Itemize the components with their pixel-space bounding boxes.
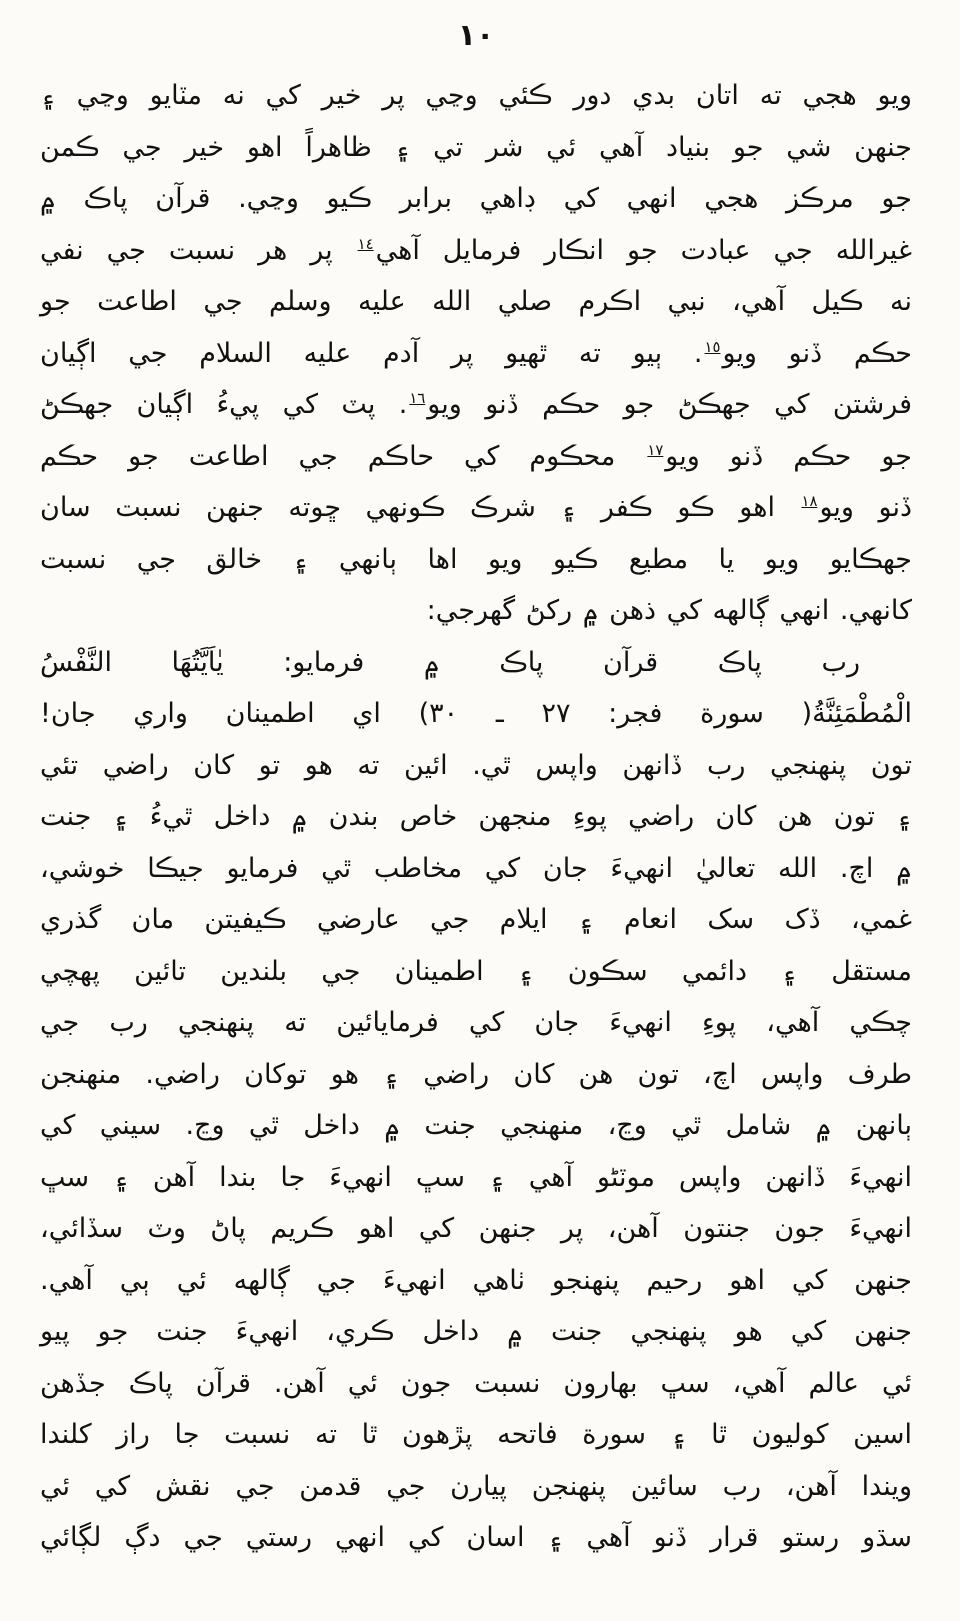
text-line: چڪي آهي، پوءِ انهيءَ جان کي فرمايائين ته پنهنجي رب جي [40,1007,912,1038]
text-line: جنهن کي اهو رحيم پنهنجو ٺاهي انهيءَ جي ڳالهه ئي ٻي آهي. [40,1264,912,1296]
text-line: انهيءَ جون جنتون آهن، پر جنهن کي اهو ڪريم پاڻ وٽ سڏائي، [40,1213,912,1244]
text-line: طرف واپس اچ، تون هن کان راضي ۽ هو توکان راضي. منهنجن [40,1058,912,1090]
footnote-marker: ١٥ [704,337,721,356]
body-text-block [40,70,912,1564]
text-line: جو مرڪز هجي انهي کي ڊاهي برابر ڪيو وڃي. قرآن پاڪ ۾ [40,183,912,214]
text-line: جنهن شي جو بنياد آهي ئي شر تي ۽ ظاهراً اهو خير جي ڪمن [40,131,912,163]
text-line: غمي، ڏک سک انعام ۽ ايلام جي عارضي ڪيفيتن مان گذري [40,904,912,935]
text-line: جنهن کي هو پنهنجي جنت ۾ داخل ڪري، انهيءَ جنت جو پيو [40,1316,912,1347]
text-line: ئي عالم آهي، سڀ بهارون نسبت جون ئي آهن. قرآن پاڪ جڏهن [40,1367,912,1399]
text-line: فرشتن کي جهڪڻ جو حڪم ڏنو ويو$^{١٦}$. پٽ کي پيءُ اڳيان جهڪڻ [40,389,912,420]
footnote-marker: ١٤ [357,234,374,253]
text-line: ٻانهن ۾ شامل ٿي وڃ، منهنجي جنت ۾ داخل ٿي وڃ. سيني کي [40,1110,912,1141]
text-line: الْمُطْمَئِنَّةُ( سورة فجر: ٢٧ ـ ٣٠) اي اطمينان واري جان! [40,698,912,729]
footnote-marker: ١٧ [647,440,664,459]
text-line: رب پاڪ قرآن پاڪ ۾ فرمايو: يٰاَيَّتُهَا النَّفْسُ [40,646,860,678]
text-line: جو حڪم ڏنو ويو$^{١٧}$ محڪوم کي حاڪم جي اطاعت جو حڪم [40,440,912,472]
text-line: کانهي. انهي ڳالهه کي ذهن ۾ رکڻ گهرجي: [426,595,912,626]
text-line: نه ڪيل آهي، نبي اڪرم صلي الله عليه وسلم جي اطاعت جو [40,286,912,317]
text-line: حڪم ڏنو ويو$^{١٥}$. ٻيو ته ٿهيو پر آدم عليه السلام جي اڳيان [40,337,912,369]
page-number: ١٠ [457,18,495,53]
footnote-marker: ١٦ [409,389,426,407]
text-line: ۽ تون هن کان راضي پوءِ منجهن خاص بندن ۾ داخل ٿيءُ ۽ جنت [40,801,912,832]
text-line: تون پنهنجي رب ڏانهن واپس ٿي. ائين ته هو تو کان راضي تئي [40,749,912,781]
text-line: اسين کوليون ٿا ۽ سورة فاتحه پڙهون ٿا ته نسبت جا راز کلندا [40,1419,912,1450]
text-line: غيرالله جي عبادت جو انڪار فرمايل آهي$^{١٤}$ پر هر نسبت جي نفي [40,234,912,266]
footnote-marker: ١٨ [801,492,818,510]
text-line: ڏنو ويو$^{١٨}$ اهو ڪو ڪفر ۽ شرڪ ڪونهي ڇوته جنهن نسبت سان [40,492,912,523]
text-line: جهڪايو ويو يا مطيع ڪيو ويو اها ٻانهي ۽ خالق جي نسبت [40,543,912,575]
text-line: مستقل ۽ دائمي سڪون ۽ اطمينان جي بلندين تائين پهچي [40,955,912,987]
text-line: ۾ اچ. الله تعاليٰ انهيءَ جان کي مخاطب ٿي فرمايو جيڪا خوشي، [40,852,912,884]
text-line: ويو هجي ته اتان بدي دور ڪئي وڃي پر خير کي نه مٽايو وڃي ۽ [40,80,912,111]
text-line: انهيءَ ڏانهن واپس موٽڻو آهي ۽ سڀ انهيءَ جا بندا آهن ۽ سڀ [40,1161,912,1193]
text-line: سڌو رستو قرار ڏنو آهي ۽ اسان کي انهي رستي جي دڳ لڳائي [40,1522,912,1553]
text-line: ويندا آهن، رب سائين پنهنجن پيارن جي قدمن جي نقش کي ئي [40,1470,912,1502]
